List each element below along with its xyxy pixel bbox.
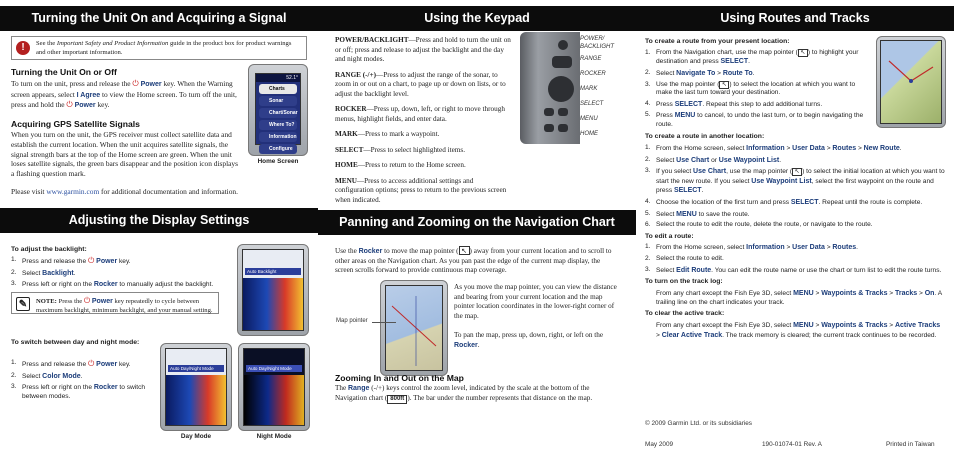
printed-in: Printed in Taiwan bbox=[886, 441, 935, 448]
map-pointer-icon: ↖ bbox=[792, 168, 802, 176]
keyword: Active Tracks bbox=[894, 321, 941, 329]
map-pointer-label: Map pointer bbox=[336, 318, 368, 324]
list-item: 1. From the Navigation chart, use the map pointer ( ↖ ) to highlight your destination and press SELECT. bbox=[645, 48, 859, 66]
heading-on-off: Turning the Unit On or Off bbox=[11, 67, 117, 77]
menu-chart-sonar[interactable]: Chart/Sonar bbox=[259, 108, 297, 118]
list-item: 1. Press and release the ⏻ Power key. bbox=[11, 256, 131, 265]
key-desc-power: POWER/BACKLIGHT—Press and hold to turn the unit on or off; press and release to adjust the backlight and the day and night modes. bbox=[335, 36, 511, 63]
scale-indicator: 800ft bbox=[387, 395, 407, 405]
instruction-paragraph: From any chart except the Fish Eye 3D, select MENU > Waypoints & Tracks > Tracks > On. A trailing line on the chart indicates your track. bbox=[656, 290, 942, 306]
list-item: 3. Select Edit Route. You can edit the route name or use the chart or turn list to edit the route turns. bbox=[645, 265, 942, 274]
list-item: 1. Press and release the ⏻ Power key. bbox=[11, 359, 131, 368]
pan-rocker-paragraph: To pan the map, press up, down, right, or left on the Rocker. bbox=[454, 331, 604, 349]
garmin-link[interactable]: www.garmin.com bbox=[46, 187, 100, 196]
keyword: SELECT bbox=[790, 198, 819, 206]
keypad-device bbox=[520, 32, 580, 144]
range-key[interactable] bbox=[552, 56, 572, 68]
key-desc-menu: MENU—Press to access additional settings and configuration options; press to return to the previous screen when indicated. bbox=[335, 176, 507, 204]
backlight-steps bbox=[11, 256, 233, 292]
key-desc-home: HOME—Press to return to the Home screen. bbox=[335, 161, 466, 169]
home-screen-display bbox=[255, 73, 301, 152]
instruction-paragraph: From any chart except the Fish Eye 3D, select MENU > Waypoints & Tracks > Active Tracks > Clear Active Track. The track memory is cleared; the current track continues to be recorded. bbox=[656, 321, 941, 339]
keyword: MENU bbox=[793, 290, 814, 297]
home-screen-device bbox=[248, 64, 308, 156]
instruction-heading: To create a route in another location: bbox=[645, 133, 765, 141]
list-item: 4. Choose the location of the first turn and press SELECT. Repeat until the route is complete. bbox=[645, 197, 923, 206]
sonar-image bbox=[166, 375, 226, 425]
key-label-home: HOME bbox=[580, 131, 598, 137]
key-label-range: RANGE bbox=[580, 56, 602, 62]
more-info-paragraph: Please visit www.garmin.com for additional documentation and information. bbox=[11, 187, 238, 196]
keyword: User Data bbox=[792, 145, 825, 153]
navigation-chart-device bbox=[380, 280, 448, 376]
instruction-heading: To clear the active track: bbox=[645, 310, 725, 318]
keyword: Route To bbox=[722, 69, 753, 77]
list-item: 2. Select Backlight. bbox=[11, 268, 76, 277]
key-desc-select: SELECT—Press to select highlighted items. bbox=[335, 145, 465, 154]
list-item: 5. Select MENU to save the route. bbox=[645, 209, 750, 218]
key-desc-rocker: ROCKER—Press up, down, left, or right to move through menus, highlight fields, and enter data. bbox=[335, 105, 505, 123]
keyword: Tracks bbox=[894, 290, 918, 297]
keyword: SELECT bbox=[720, 58, 749, 66]
list-item: 3. Press left or right on the Rocker to manually adjust the backlight. bbox=[11, 280, 214, 289]
map-pointer-icon: ↖ bbox=[798, 49, 808, 57]
list-item: 3. Use the map pointer ( ↖ ) to select the location at which you want to make the last turn toward your destination. bbox=[645, 80, 856, 97]
keyword: Information bbox=[746, 244, 785, 252]
keyword: Waypoints & Tracks bbox=[821, 290, 888, 297]
list-item: 2. Select Use Chart or Use Waypoint List. bbox=[645, 155, 782, 164]
day-mode-screen bbox=[165, 348, 227, 426]
instruction-heading: To create a route from your present location: bbox=[645, 38, 790, 45]
keyword: Use Chart bbox=[676, 156, 710, 164]
keyword: Use Waypoint List bbox=[751, 177, 812, 185]
sonar-image bbox=[244, 375, 304, 425]
instruction-heading: To edit a route: bbox=[645, 232, 694, 240]
list-item: 4. Press SELECT. Repeat this step to add additional turns. bbox=[645, 99, 823, 108]
list-item: 3. If you select Use Chart, use the map pointer ( ↖ ) to select the initial location at which you want to start the new route. If you select Use Waypoint List, select the first waypoint on the route and press SELECT. bbox=[645, 167, 945, 195]
sonar-image bbox=[243, 278, 303, 330]
keyword: On bbox=[924, 290, 935, 297]
list-item: 2. Select the route to edit. bbox=[645, 255, 724, 263]
section-header-keypad: Using the Keypad bbox=[318, 6, 636, 31]
section-header-display: Adjusting the Display Settings bbox=[0, 208, 318, 233]
heading-gps: Acquiring GPS Satellite Signals bbox=[11, 119, 140, 129]
rocker-key[interactable] bbox=[548, 76, 574, 102]
print-date: May 2009 bbox=[645, 441, 674, 448]
backlight-screen bbox=[242, 249, 304, 331]
backlight-note: ✎ NOTE: Press the ⏻ Power key repeatedly to cycle between maximum backlight, minimum backlight, and your manual setting. bbox=[11, 292, 219, 314]
part-number: 190-01074-01 Rev. A bbox=[762, 441, 822, 448]
keyword: SELECT bbox=[674, 100, 703, 108]
power-key[interactable] bbox=[558, 40, 568, 50]
status-bar: 52.1° bbox=[256, 74, 300, 82]
day-mode-device bbox=[160, 343, 232, 431]
keyword: SELECT bbox=[673, 187, 702, 195]
power-icon: ⏻ bbox=[66, 99, 73, 109]
list-item: 2. Select Color Mode. bbox=[11, 371, 83, 380]
keyword: MENU bbox=[674, 112, 696, 120]
heading-backlight: To adjust the backlight: bbox=[11, 246, 87, 253]
power-icon: ⏻ bbox=[87, 359, 95, 368]
keyword: Use Waypoint List bbox=[718, 156, 780, 164]
route-map bbox=[881, 41, 943, 125]
select-key[interactable] bbox=[558, 108, 568, 116]
section-header-routes: Using Routes and Tracks bbox=[636, 6, 954, 31]
menu-key[interactable] bbox=[544, 124, 554, 132]
heading-zooming: Zooming In and Out on the Map bbox=[335, 373, 464, 383]
list-item: 2. Select Navigate To > Route To. bbox=[645, 68, 755, 77]
keyword: Clear Active Track bbox=[661, 331, 723, 339]
menu-charts[interactable]: Charts bbox=[259, 84, 297, 94]
key-label-backlight: BACKLIGHT bbox=[580, 44, 615, 50]
list-item: 6. Select the route to edit the route, delete the route, or navigate to the route. bbox=[645, 221, 873, 229]
map-pointer-icon: ↖ bbox=[459, 246, 470, 255]
key-label-mark: MARK bbox=[580, 86, 598, 92]
copyright: © 2009 Garmin Ltd. or its subsidiaries bbox=[645, 420, 753, 427]
panning-paragraph: Use the Rocker to move the map pointer ( ↖ ) away from your current location and to scroll to other areas on the Navigation chart. As you pan past the edge of the current map display, the screen scrolls forward to provide continuous map coverage. bbox=[335, 247, 612, 274]
keyword: MENU bbox=[676, 210, 697, 218]
list-item: 1. From the Home screen, select Information > User Data > Routes. bbox=[645, 243, 858, 252]
navigation-chart-screen bbox=[385, 285, 443, 371]
zoom-paragraph: The Range (-/+) keys control the zoom level, indicated by the scale at the bottom of the Navigation chart ( 800ft ). The bar under the number represents that distance on the map. bbox=[335, 384, 617, 404]
keyword: Navigate To bbox=[676, 69, 716, 77]
list-item: 1. From the Home screen, select Information > User Data > Routes > New Route. bbox=[645, 144, 902, 153]
pan-view-paragraph: As you move the map pointer, you can view the distance and bearing from your current location and the map pointer location coordinates in the lower-right corner of the map. bbox=[454, 283, 617, 320]
day-mode-caption: Day Mode bbox=[180, 433, 212, 440]
section-header-turning-on: Turning the Unit On and Acquiring a Signal bbox=[0, 6, 318, 31]
backlight-label: Auto Backlight bbox=[245, 268, 301, 275]
day-night-steps bbox=[11, 359, 151, 403]
keypad-descriptions bbox=[335, 36, 511, 205]
key-desc-mark: MARK—Press to mark a waypoint. bbox=[335, 130, 440, 138]
keyword: New Route bbox=[863, 145, 900, 153]
heading-day-night: To switch between day and night mode: bbox=[11, 339, 140, 346]
mode-label: Auto Day/Night Mode bbox=[168, 365, 224, 372]
on-off-paragraph: To turn on the unit, press and release the ⏻ Power key. When the Warning screen appears, select I Agree to view the Home screen. To turn off the unit, press and hold the ⏻ Power key. bbox=[11, 79, 237, 109]
warning-note: ! See the Important Safety and Product Information guide in the product box for product warnings and other important information. bbox=[11, 36, 307, 60]
keyword: Information bbox=[746, 145, 785, 153]
key-label-power: POWER/ bbox=[580, 36, 605, 42]
keyword: MENU bbox=[793, 321, 814, 329]
home-screen-caption: Home Screen bbox=[257, 158, 299, 165]
keyword: Edit Route bbox=[676, 266, 712, 274]
route-chart-screen bbox=[880, 40, 942, 124]
menu-sonar[interactable]: Sonar bbox=[259, 96, 297, 106]
power-icon: ⏻ bbox=[132, 79, 139, 88]
menu-where-to[interactable]: Where To? bbox=[259, 120, 297, 130]
list-item: 3. Press left or right on the Rocker to switch between modes. bbox=[11, 383, 146, 400]
night-mode-screen bbox=[243, 348, 305, 426]
keyword: Use Chart bbox=[693, 168, 727, 176]
night-mode-device bbox=[238, 343, 310, 431]
mark-key[interactable] bbox=[544, 108, 554, 116]
key-label-menu: MENU bbox=[580, 116, 598, 122]
list-item: 5. Press MENU to cancel, to undo the last turn, or to begin navigating the route. bbox=[645, 111, 864, 128]
home-key[interactable] bbox=[558, 124, 568, 132]
mode-label: Auto Day/Night Mode bbox=[246, 365, 302, 372]
key-label-select: SELECT bbox=[580, 101, 604, 107]
key-label-rocker: ROCKER bbox=[580, 71, 606, 77]
gps-paragraph: When you turn on the unit, the GPS receiver must collect satellite data and establish the current location. When the unit acquires satellite signals, the signal strength bars at the top of the Home screen are green. When the unit loses satellite signals, the green bars disappear and the position icon displays a flashing question mark. bbox=[11, 130, 239, 179]
chart-map bbox=[386, 286, 444, 372]
night-mode-caption: Night Mode bbox=[256, 433, 292, 440]
note-icon: ✎ bbox=[16, 297, 30, 311]
power-icon: ⏻ bbox=[83, 296, 91, 305]
warning-icon: ! bbox=[16, 41, 30, 55]
keyword: Waypoints & Tracks bbox=[821, 321, 888, 329]
menu-configure[interactable]: Configure bbox=[259, 144, 297, 154]
key-desc-range: RANGE (-/+)—Press to adjust the range of the sonar, to zoom in or out on a chart, to page up or down on lists, or to adjust the backlight level. bbox=[335, 70, 506, 98]
keyword: Routes bbox=[832, 244, 857, 252]
power-icon: ⏻ bbox=[87, 256, 95, 265]
map-pointer-leader bbox=[372, 322, 396, 323]
menu-information[interactable]: Information bbox=[259, 132, 297, 142]
keyword: Routes bbox=[832, 145, 857, 153]
route-chart-device bbox=[876, 36, 946, 128]
instruction-heading: To turn on the track log: bbox=[645, 278, 723, 286]
backlight-device bbox=[237, 244, 309, 336]
map-pointer-icon: ↖ bbox=[719, 81, 729, 89]
section-header-panning: Panning and Zooming on the Navigation Chart bbox=[318, 210, 636, 235]
keyword: User Data bbox=[792, 244, 825, 252]
